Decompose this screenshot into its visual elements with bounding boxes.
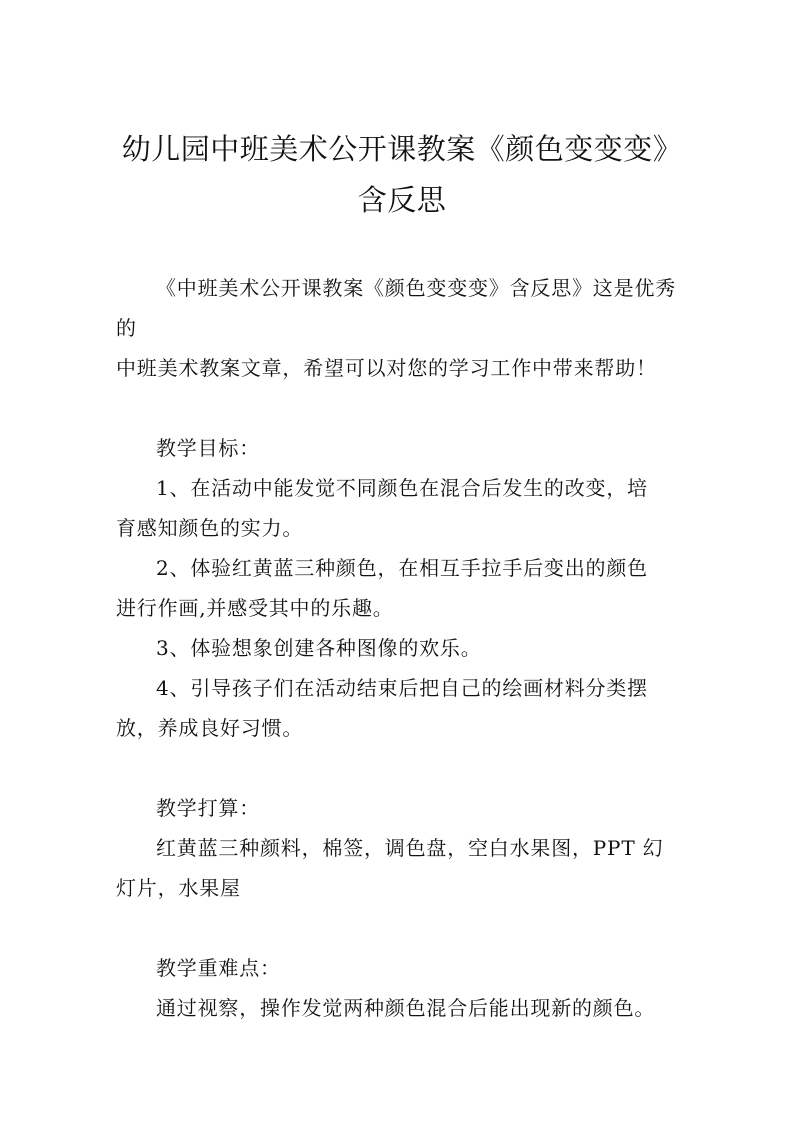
intro-line-2: 中班美术教案文章，希望可以对您的学习工作中带来帮助！ (116, 356, 657, 380)
prep-section (116, 788, 688, 908)
intro-line-1: 《中班美术公开课教案《颜色变变变》含反思》这是优秀的 (116, 276, 676, 340)
keypoints-section (116, 948, 688, 1028)
goal-item-3-line-1: 3、体验想象创建各种图像的欢乐。 (156, 636, 482, 660)
goals-section (116, 428, 688, 748)
goal-item-1-line-1: 1、在活动中能发觉不同颜色在混合后发生的改变，培 (156, 476, 648, 500)
goals-heading: 教学目标： (156, 436, 260, 460)
keypoints-heading: 教学重难点： (156, 956, 281, 980)
spacer (116, 388, 688, 428)
goal-item-4-line-1: 4、引导孩子们在活动结束后把自己的绘画材料分类摆 (156, 676, 648, 700)
prep-line-1: 红黄蓝三种颜料，棉签，调色盘，空白水果图，PPT 幻 (156, 836, 664, 860)
goal-item-4-line-2: 放，养成良好习惯。 (116, 716, 304, 740)
title-line-2: 含反思 (357, 183, 447, 217)
keypoints-line-1: 通过视察，操作发觉两种颜色混合后能出现新的颜色。 (156, 996, 656, 1020)
goal-item-1-line-2: 育感知颜色的实力。 (116, 516, 304, 540)
intro-paragraph (116, 268, 688, 388)
goal-item-2-line-1: 2、体验红黄蓝三种颜色，在相互手拉手后变出的颜色 (156, 556, 648, 580)
prep-line-2: 灯片，水果屋 (116, 876, 241, 900)
title-line-1: 幼儿园中班美术公开课教案《颜色变变变》 (121, 132, 683, 166)
spacer (116, 748, 688, 788)
goal-item-2-line-2: 进行作画,并感受其中的乐趣。 (116, 596, 394, 620)
document-body (116, 268, 688, 1028)
document-title (116, 0, 688, 226)
prep-heading: 教学打算： (156, 796, 260, 820)
spacer (116, 908, 688, 948)
